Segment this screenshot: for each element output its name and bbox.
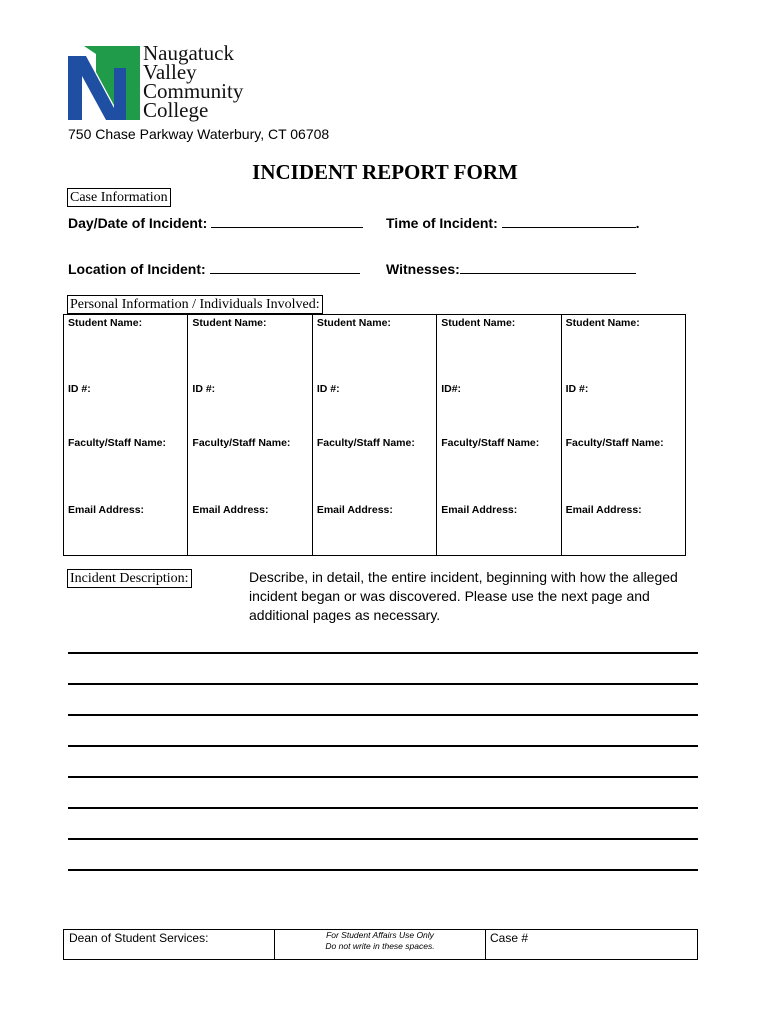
date-label: Day/Date of Incident: — [68, 215, 208, 231]
college-name — [143, 41, 244, 122]
witnesses-label: Witnesses: — [386, 261, 460, 277]
faculty-staff-name-label: Faculty/Staff Name: — [441, 437, 540, 449]
time-label: Time of Incident: — [386, 215, 498, 231]
college-logo — [68, 46, 140, 120]
faculty-staff-name-label: Faculty/Staff Name: — [192, 437, 291, 449]
location-label: Location of Incident: — [68, 261, 206, 277]
time-input-line[interactable] — [502, 214, 636, 228]
office-use-note — [275, 930, 485, 952]
personal-information-heading: Personal Information / Individuals Involved: — [67, 295, 323, 314]
faculty-staff-name-label: Faculty/Staff Name: — [316, 437, 415, 449]
college-name-line: Community — [143, 79, 244, 103]
id-label: ID #: — [565, 383, 589, 395]
email-address-label: Email Address: — [316, 504, 393, 516]
faculty-staff-name-label: Faculty/Staff Name: — [68, 437, 167, 449]
case-number-cell[interactable] — [486, 930, 697, 959]
incident-description-heading: Incident Description: — [67, 569, 192, 588]
email-address-label: Email Address: — [441, 504, 518, 516]
student-name-label: Student Name: — [316, 317, 391, 329]
college-name-line: College — [143, 98, 209, 122]
student-name-label: Student Name: — [441, 317, 516, 329]
office-use-line: For Student Affairs Use Only — [326, 930, 434, 940]
individual-column[interactable] — [562, 315, 685, 555]
individual-column[interactable] — [188, 315, 312, 555]
case-number-label: Case # — [490, 931, 529, 945]
individual-column[interactable] — [437, 315, 561, 555]
description-writing-line[interactable] — [68, 652, 698, 654]
office-use-table — [63, 929, 698, 960]
case-information-heading: Case Information — [67, 188, 171, 207]
witnesses-input-line[interactable] — [460, 260, 636, 274]
witnesses-field — [386, 260, 636, 277]
date-input-line[interactable] — [211, 214, 363, 228]
description-writing-line[interactable] — [68, 683, 698, 685]
form-title: INCIDENT REPORT FORM — [252, 160, 518, 184]
description-writing-line[interactable] — [68, 869, 698, 871]
individuals-table — [63, 314, 686, 556]
dean-label: Dean of Student Services: — [69, 931, 209, 945]
college-name-line: Valley — [143, 60, 197, 84]
time-field — [386, 214, 640, 231]
student-name-label: Student Name: — [192, 317, 267, 329]
office-use-line: Do not write in these spaces. — [325, 941, 435, 951]
email-address-label: Email Address: — [565, 504, 642, 516]
dean-signature-cell[interactable] — [64, 930, 275, 959]
college-name-line: Naugatuck — [143, 41, 234, 65]
description-writing-line[interactable] — [68, 807, 698, 809]
student-name-label: Student Name: — [565, 317, 640, 329]
individual-column[interactable] — [64, 315, 188, 555]
college-address: 750 Chase Parkway Waterbury, CT 06708 — [68, 126, 330, 142]
office-use-note-cell — [275, 930, 486, 959]
student-name-label: Student Name: — [68, 317, 143, 329]
id-label: ID#: — [441, 383, 462, 395]
location-field — [68, 260, 360, 277]
incident-description-instructions: Describe, in detail, the entire incident, beginning with how the alleged incident began or was discovered. Please use the next page and additional pages as necessary. — [249, 569, 678, 623]
time-suffix: . — [635, 215, 640, 231]
date-field — [68, 214, 363, 231]
individual-column[interactable] — [313, 315, 437, 555]
description-writing-line[interactable] — [68, 745, 698, 747]
description-writing-line[interactable] — [68, 714, 698, 716]
location-input-line[interactable] — [210, 260, 360, 274]
faculty-staff-name-label: Faculty/Staff Name: — [565, 437, 664, 449]
email-address-label: Email Address: — [68, 504, 145, 516]
description-writing-line[interactable] — [68, 776, 698, 778]
email-address-label: Email Address: — [192, 504, 269, 516]
description-writing-line[interactable] — [68, 838, 698, 840]
id-label: ID #: — [316, 383, 340, 395]
id-label: ID #: — [68, 383, 91, 395]
id-label: ID #: — [192, 383, 216, 395]
